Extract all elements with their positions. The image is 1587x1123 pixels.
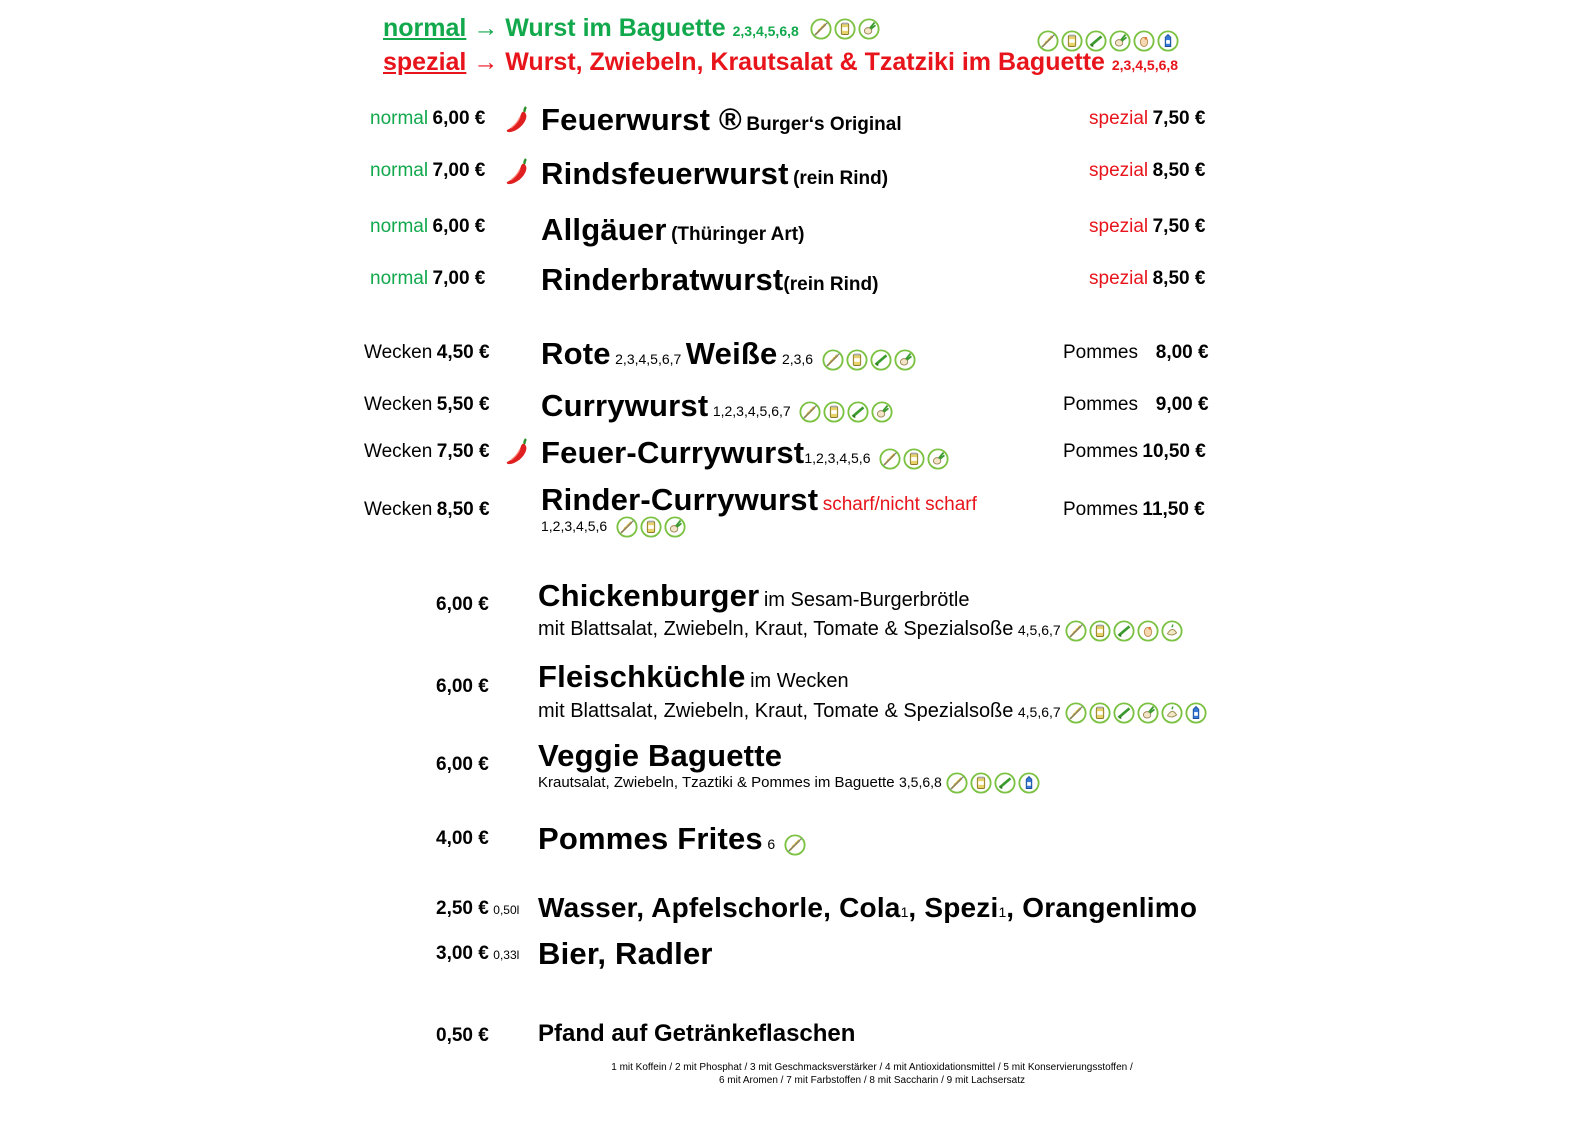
milk-allergen-icon bbox=[1185, 702, 1207, 724]
wurst-row bbox=[364, 342, 490, 364]
baguette-row bbox=[370, 160, 485, 182]
item-price: 6,00 € bbox=[436, 754, 489, 775]
item-detail: (Thüringer Art) bbox=[671, 224, 805, 245]
drink-price-row bbox=[436, 898, 519, 920]
celery-allergen-icon bbox=[994, 772, 1016, 794]
normal-price: 6,00 € bbox=[432, 216, 486, 237]
spezial-price-row bbox=[1089, 216, 1205, 238]
wurst-row bbox=[364, 394, 490, 416]
item-detail: (rein Rind) bbox=[783, 274, 879, 295]
allergen-icons bbox=[1065, 702, 1207, 724]
drink-name: , Spezi bbox=[908, 892, 999, 923]
normal-description: → Wurst im Baguette bbox=[473, 14, 726, 42]
sesame-allergen-icon bbox=[1161, 620, 1183, 642]
normal-price: 7,00 € bbox=[432, 160, 486, 181]
drink-code: 1 bbox=[900, 904, 909, 920]
wurst-row bbox=[364, 499, 490, 521]
drink-code: 1 bbox=[998, 904, 1007, 920]
sesame-allergen-icon bbox=[1161, 702, 1183, 724]
spezial-price-row bbox=[1089, 268, 1205, 290]
pommes-price-row bbox=[1063, 441, 1206, 463]
item-name: Rindsfeuerwurst bbox=[541, 156, 789, 191]
allergen-icons bbox=[946, 772, 1040, 794]
row-label: Wecken bbox=[364, 499, 433, 520]
item-name: Chickenburger bbox=[538, 578, 760, 613]
row-label: Wecken bbox=[364, 342, 433, 363]
pommes-price-row bbox=[1063, 394, 1209, 416]
item-veggie-baguette bbox=[538, 738, 782, 774]
spezial-price: 7,50 € bbox=[1152, 216, 1206, 237]
celery-allergen-icon bbox=[870, 349, 892, 371]
item-name: Weiße bbox=[685, 336, 778, 371]
mustard-allergen-icon bbox=[903, 448, 925, 470]
item-name: Rinder-Currywurst bbox=[541, 482, 819, 517]
wheat-allergen-icon bbox=[1065, 702, 1087, 724]
item-detail: im Wecken bbox=[750, 670, 849, 692]
item-codes: 1,2,3,4,5,6 bbox=[804, 450, 871, 466]
item-codes: 1,2,3,4,5,6,7 bbox=[712, 403, 791, 419]
row-label: Wecken bbox=[364, 394, 433, 415]
mustard-allergen-icon bbox=[1089, 620, 1111, 642]
row-label: spezial bbox=[1089, 268, 1149, 289]
footnote-line: 1 mit Koffein / 2 mit Phosphat / 3 mit Geschmacksverstärker / 4 mit Antioxidationsmittel / 5 mit Konservierungsstoffen / bbox=[611, 1062, 1133, 1073]
drink-name: Wasser, Apfelschorle, Cola bbox=[538, 892, 901, 923]
item-rinder-currywurst bbox=[541, 482, 977, 518]
wheat-allergen-icon bbox=[1065, 620, 1087, 642]
item-codes: 2,3,6 bbox=[781, 351, 814, 367]
row-label: Wecken bbox=[364, 441, 433, 462]
spezial-price: 7,50 € bbox=[1152, 108, 1206, 129]
wecken-price: 7,50 € bbox=[436, 441, 490, 462]
item-codes: 1,2,3,4,5,6 bbox=[541, 518, 608, 535]
mustard-allergen-icon bbox=[823, 401, 845, 423]
item-fleischkuechle bbox=[538, 659, 849, 695]
row-label: normal bbox=[370, 216, 429, 237]
chili-icon bbox=[502, 155, 534, 187]
pommes-price: 11,50 € bbox=[1142, 499, 1205, 520]
pommes-price-row bbox=[1063, 499, 1205, 521]
allergen-icons bbox=[616, 516, 686, 538]
allergen-icons bbox=[1065, 620, 1183, 642]
wecken-price: 4,50 € bbox=[436, 342, 490, 363]
allergen-icons bbox=[810, 18, 880, 40]
item-codes: 6 bbox=[767, 836, 776, 852]
header-normal-line bbox=[383, 14, 880, 43]
item-rote-weisse bbox=[541, 336, 916, 372]
drink-price: 2,50 € bbox=[436, 898, 489, 919]
row-label: normal bbox=[370, 108, 429, 129]
row-label: normal bbox=[370, 160, 429, 181]
normal-price: 6,00 € bbox=[432, 108, 486, 129]
item-allgaeuer bbox=[541, 212, 804, 248]
wecken-price: 5,50 € bbox=[436, 394, 490, 415]
pommes-price-row bbox=[1063, 342, 1209, 364]
item-pommes-frites bbox=[538, 821, 806, 857]
row-label: spezial bbox=[1089, 108, 1149, 129]
item-detail: im Sesam-Burgerbrötle bbox=[763, 589, 970, 611]
item-description-row bbox=[538, 700, 1207, 724]
pommes-price: 8,00 € bbox=[1155, 342, 1209, 363]
item-price: 6,00 € bbox=[436, 676, 489, 697]
item-name: Fleischküchle bbox=[538, 659, 746, 694]
item-description: mit Blattsalat, Zwiebeln, Kraut, Tomate & Spezialsoße bbox=[538, 700, 1014, 722]
baguette-row bbox=[370, 216, 485, 238]
onion-allergen-icon bbox=[927, 448, 949, 470]
item-feuer-currywurst bbox=[541, 435, 949, 471]
item-detail: (rein Rind) bbox=[793, 168, 889, 189]
spezial-price-row bbox=[1089, 108, 1205, 130]
spezial-label: spezial bbox=[383, 48, 467, 76]
allergen-icons bbox=[822, 349, 916, 371]
row-label: Pommes bbox=[1063, 499, 1138, 520]
chili-icon bbox=[502, 103, 534, 135]
onion-allergen-icon bbox=[894, 349, 916, 371]
item-codes: 2,3,4,5,6,7 bbox=[615, 351, 682, 367]
onion-allergen-icon bbox=[871, 401, 893, 423]
item-note: scharf/nicht scharf bbox=[822, 494, 977, 515]
mustard-allergen-icon bbox=[846, 349, 868, 371]
onion-allergen-icon bbox=[1137, 702, 1159, 724]
allergen-icons bbox=[799, 401, 893, 423]
item-price: 6,00 € bbox=[436, 594, 489, 615]
drink-volume: 0,50l bbox=[493, 903, 520, 917]
wheat-allergen-icon bbox=[799, 401, 821, 423]
item-name: Rinderbratwurst bbox=[541, 262, 784, 297]
wheat-allergen-icon bbox=[616, 516, 638, 538]
egg-allergen-icon bbox=[1137, 620, 1159, 642]
row-label: spezial bbox=[1089, 160, 1149, 181]
item-name: Pommes Frites bbox=[538, 821, 763, 856]
normal-label: normal bbox=[383, 14, 467, 42]
item-name: Veggie Baguette bbox=[538, 738, 783, 773]
allergen-icons bbox=[784, 834, 806, 856]
item-codes-row bbox=[541, 516, 686, 538]
chili-icon bbox=[502, 435, 534, 467]
pommes-price: 9,00 € bbox=[1155, 394, 1209, 415]
item-rindsfeuerwurst bbox=[541, 156, 888, 192]
item-codes: 3,5,6,8 bbox=[899, 774, 942, 791]
celery-allergen-icon bbox=[1113, 620, 1135, 642]
baguette-row bbox=[370, 268, 485, 290]
allergen-icons bbox=[879, 448, 949, 470]
row-label: Pommes bbox=[1063, 342, 1138, 363]
allergen-footnote bbox=[592, 1061, 1152, 1087]
item-name: Allgäuer bbox=[541, 212, 667, 247]
spezial-codes: 2,3,4,5,6,8 bbox=[1111, 57, 1179, 73]
mustard-allergen-icon bbox=[970, 772, 992, 794]
wheat-allergen-icon bbox=[822, 349, 844, 371]
drink-volume: 0,33l bbox=[493, 948, 520, 962]
deposit-label: Pfand auf Getränkeflaschen bbox=[538, 1020, 856, 1047]
item-codes: 4,5,6,7 bbox=[1017, 622, 1061, 638]
wurst-row bbox=[364, 441, 490, 463]
item-description-row bbox=[538, 772, 1040, 794]
baguette-row bbox=[370, 108, 485, 130]
row-label: Pommes bbox=[1063, 441, 1138, 462]
item-detail: Burger‘s Original bbox=[746, 114, 902, 135]
drink-softdrinks bbox=[538, 892, 1197, 924]
item-currywurst bbox=[541, 388, 893, 424]
item-price: 4,00 € bbox=[436, 828, 489, 849]
drink-price: 3,00 € bbox=[436, 943, 489, 964]
drink-name: Bier, Radler bbox=[538, 936, 713, 971]
celery-allergen-icon bbox=[847, 401, 869, 423]
celery-allergen-icon bbox=[1113, 702, 1135, 724]
mustard-allergen-icon bbox=[1089, 702, 1111, 724]
mustard-allergen-icon bbox=[640, 516, 662, 538]
item-description: mit Blattsalat, Zwiebeln, Kraut, Tomate & Spezialsoße bbox=[538, 618, 1014, 640]
spezial-price: 8,50 € bbox=[1152, 268, 1206, 289]
milk-allergen-icon bbox=[1018, 772, 1040, 794]
onion-allergen-icon bbox=[858, 18, 880, 40]
wheat-allergen-icon bbox=[810, 18, 832, 40]
spezial-price-row bbox=[1089, 160, 1205, 182]
footnote-line: 6 mit Aromen / 7 mit Farbstoffen / 8 mit Saccharin / 9 mit Lachsersatz bbox=[718, 1075, 1026, 1086]
normal-price: 7,00 € bbox=[432, 268, 486, 289]
item-name: Currywurst bbox=[541, 388, 709, 423]
item-name: Rote bbox=[541, 336, 611, 371]
wecken-price: 8,50 € bbox=[436, 499, 490, 520]
onion-allergen-icon bbox=[664, 516, 686, 538]
spezial-description: → Wurst, Zwiebeln, Krautsalat & Tzatziki im Baguette bbox=[473, 48, 1105, 76]
drink-beer bbox=[538, 936, 713, 972]
item-description: Krautsalat, Zwiebeln, Tzaztiki & Pommes im Baguette bbox=[538, 774, 895, 792]
spezial-price: 8,50 € bbox=[1152, 160, 1206, 181]
row-label: normal bbox=[370, 268, 429, 289]
item-chickenburger bbox=[538, 578, 969, 614]
drink-name: , Orangenlimo bbox=[1006, 892, 1198, 923]
row-label: spezial bbox=[1089, 216, 1149, 237]
drink-price-row bbox=[436, 943, 519, 965]
row-label: Pommes bbox=[1063, 394, 1138, 415]
item-feuerwurst bbox=[541, 102, 902, 138]
wheat-allergen-icon bbox=[879, 448, 901, 470]
mustard-allergen-icon bbox=[834, 18, 856, 40]
wheat-allergen-icon bbox=[946, 772, 968, 794]
deposit-price: 0,50 € bbox=[436, 1025, 489, 1046]
item-codes: 4,5,6,7 bbox=[1017, 704, 1061, 720]
wheat-allergen-icon bbox=[784, 834, 806, 856]
item-name: Feuer-Currywurst bbox=[541, 435, 805, 470]
header-spezial-line bbox=[383, 48, 1178, 77]
normal-codes: 2,3,4,5,6,8 bbox=[732, 23, 799, 39]
item-rinderbratwurst bbox=[541, 262, 878, 298]
pommes-price: 10,50 € bbox=[1142, 441, 1206, 462]
item-name: Feuerwurst ® bbox=[541, 102, 742, 137]
item-description-row bbox=[538, 618, 1183, 642]
